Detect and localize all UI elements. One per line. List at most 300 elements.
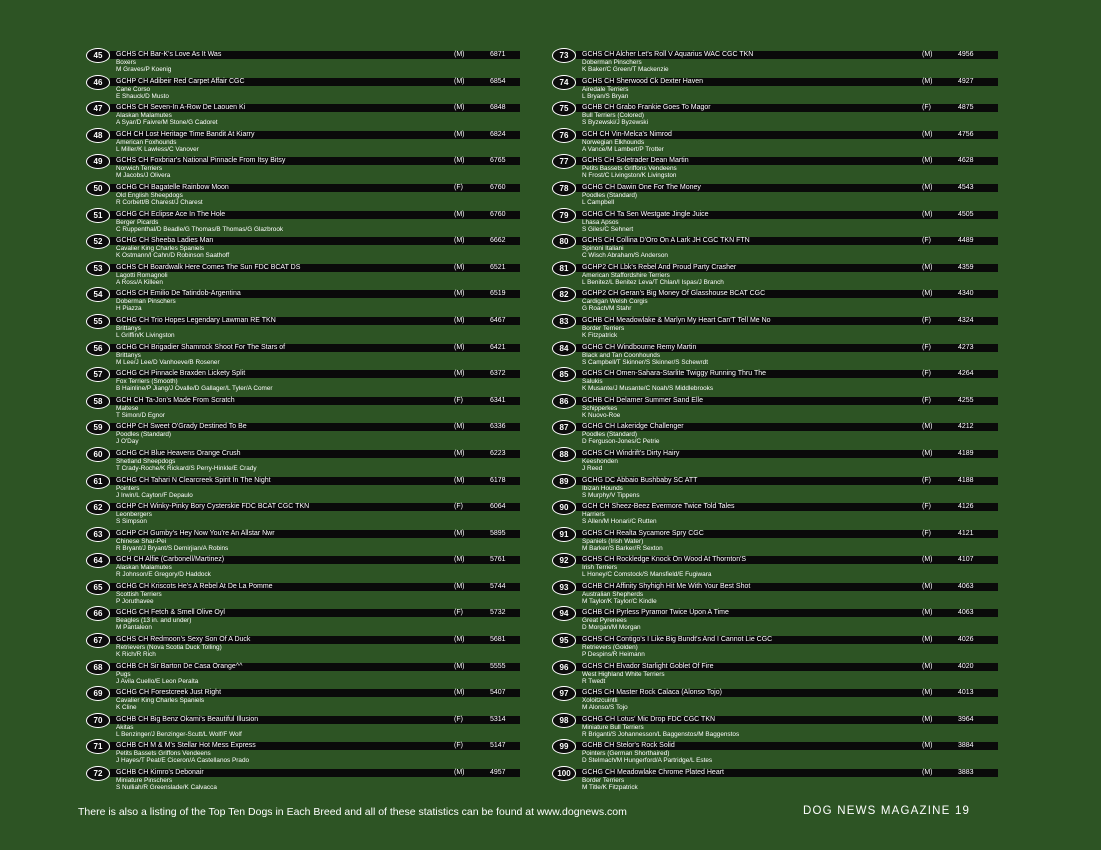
dog-title: GCHS CH Sherwood Ck Dexter Haven (582, 77, 703, 85)
dog-breed: American Staffordshire Terriers (582, 271, 670, 279)
ranking-entry (552, 394, 998, 421)
dog-breed: Pugs (116, 670, 131, 678)
dog-breed: Keeshonden (582, 457, 618, 465)
dog-sex: (M) (454, 769, 465, 777)
dog-sex: (F) (922, 316, 931, 324)
ranking-entry (552, 420, 998, 447)
rank-badge: 91 (552, 527, 576, 542)
dog-handlers: M Title/K Fitzpatrick (582, 784, 638, 792)
dog-breed: Poodles (Standard) (582, 191, 638, 199)
dog-title: GCHG CH Blue Heavens Orange Crush (116, 449, 241, 457)
rank-badge: 63 (86, 527, 110, 542)
dog-points: 6760 (490, 210, 506, 218)
dog-sex: (M) (454, 290, 465, 298)
ranking-entry (552, 75, 998, 102)
dog-points: 5555 (490, 662, 506, 670)
footer-magazine-page: DOG NEWS MAGAZINE 19 (803, 805, 971, 817)
dog-title: GCHS CH Boardwalk Here Comes The Sun FDC BCAT DS (116, 263, 301, 271)
dog-title: GCHS CH Seven-In A-Row De Laouen Ki (116, 104, 246, 112)
dog-points: 6421 (490, 343, 506, 351)
ranking-entry (86, 527, 520, 554)
dog-handlers: L Benzinger/J Benzinger-Scutt/L Wolf/F Wolf (116, 730, 242, 738)
dog-sex: (F) (922, 237, 931, 245)
dog-handlers: M Jacobs/J Olivera (116, 172, 171, 180)
dog-points: 4107 (958, 556, 974, 564)
dog-points: 4188 (958, 476, 974, 484)
dog-title: GCHB CH Kimro's Debonair (116, 769, 204, 777)
rank-badge: 96 (552, 660, 576, 675)
dog-points: 4063 (958, 582, 974, 590)
dog-points: 4927 (958, 77, 974, 85)
dog-handlers: L Griffin/K Livingston (116, 331, 175, 339)
ranking-entry (86, 128, 520, 155)
dog-points: 4026 (958, 636, 974, 644)
dog-sex: (M) (922, 689, 933, 697)
dog-title: GCHG CH Pinnacle Braxden Lickety Split (116, 370, 246, 378)
dog-title: GCHS CH Bar-K's Love As It Was (116, 51, 222, 58)
dog-points: 5732 (490, 609, 506, 617)
dog-handlers: R Twedt (582, 677, 606, 685)
dog-points: 4543 (958, 183, 974, 191)
dog-handlers: B Hainline/P Jiang/J Ovalle/D Gallager/L Tyler/A Comer (116, 385, 273, 393)
dog-breed: Lagotti Romagnoli (116, 271, 168, 279)
dog-breed: Cardigan Welsh Corgis (582, 298, 648, 306)
rank-badge: 99 (552, 739, 576, 754)
dog-breed: Doberman Pinschers (582, 59, 642, 66)
dog-handlers: C Wisch Abraham/S Anderson (582, 252, 668, 260)
dog-breed: Lhasa Apsos (582, 218, 619, 226)
dog-handlers: J O'Day (116, 438, 139, 446)
dog-breed: Brittanys (116, 351, 141, 359)
rank-badge: 61 (86, 474, 110, 489)
ranking-entry (86, 101, 520, 128)
dog-handlers: L Miller/K Lawless/C Vanover (116, 145, 199, 153)
dog-sex: (F) (922, 396, 931, 404)
dog-points: 4628 (958, 157, 974, 165)
dog-points: 5681 (490, 636, 506, 644)
ranking-entry (86, 553, 520, 580)
dog-breed: Pointers (116, 484, 140, 492)
dog-breed: Fox Terriers (Smooth) (116, 378, 178, 386)
rank-badge: 72 (86, 766, 110, 781)
dog-title: GCHG CH Lakeridge Challenger (582, 423, 684, 431)
dog-handlers: S Giles/C Sehnert (582, 225, 634, 233)
dog-points: 6467 (490, 316, 506, 324)
ranking-entry (86, 234, 520, 261)
dog-handlers: J Reed (582, 464, 603, 472)
rank-badge: 64 (86, 553, 110, 568)
dog-handlers: D Ferguson-Jones/C Petrie (582, 438, 660, 446)
dog-breed: Irish Terriers (582, 564, 618, 572)
dog-title: GCHG CH Forestcreek Just Right (116, 689, 222, 697)
ranking-entry (86, 500, 520, 527)
dog-breed: Pointers (German Shorthaired) (582, 750, 670, 758)
dog-sex: (F) (454, 503, 463, 511)
dog-title: GCHS CH Rockledge Knock On Wood At Thornton'S (582, 556, 747, 564)
ranking-entry (86, 580, 520, 607)
ranking-entry (552, 553, 998, 580)
dog-sex: (M) (454, 662, 465, 670)
ranking-entry (86, 367, 520, 394)
dog-handlers: K Ostmann/I Cahn/D Robinson Saathoff (116, 252, 230, 260)
dog-title: GCHG CH Kriscots He's A Rebel At De La Pomme (116, 582, 273, 590)
dog-sex: (M) (922, 582, 933, 590)
ranking-entry (86, 394, 520, 421)
dog-breed: Xoloitzcuintli (582, 697, 618, 705)
dog-breed: Border Terriers (582, 777, 625, 785)
rank-badge: 78 (552, 181, 576, 196)
dog-title: GCHP CH Gumby's Hey Now You're An Allstar Nwr (116, 529, 275, 537)
rank-badge: 85 (552, 367, 576, 382)
dog-breed: Boxers (116, 59, 136, 66)
dog-points: 4756 (958, 130, 974, 138)
dog-title: GCHB CH Grabo Frankie Goes To Magor (582, 104, 711, 112)
ranking-entry (86, 713, 520, 740)
dog-breed: Harriers (582, 511, 605, 519)
dog-handlers: N Frost/C Livingston/K Livingston (582, 172, 677, 180)
rank-badge: 87 (552, 420, 576, 435)
rank-badge: 79 (552, 208, 576, 223)
dog-handlers: G Roach/M Stahr (582, 305, 632, 313)
ranking-entry (86, 314, 520, 341)
dog-breed: Salukis (582, 378, 603, 386)
rank-badge: 49 (86, 154, 110, 169)
dog-sex: (F) (922, 370, 931, 378)
ranking-entry (86, 287, 520, 314)
rank-badge: 51 (86, 208, 110, 223)
dog-handlers: K Rich/R Rich (116, 651, 156, 659)
dog-handlers: R Bryant/J Bryant/S Demirjian/A Robins (116, 544, 229, 552)
rank-badge: 58 (86, 394, 110, 409)
ranking-entry (86, 447, 520, 474)
rank-badge: 94 (552, 606, 576, 621)
rank-badge: 48 (86, 128, 110, 143)
rank-badge: 60 (86, 447, 110, 462)
dog-points: 6372 (490, 370, 506, 378)
ranking-entry (552, 367, 998, 394)
rank-badge: 100 (552, 766, 576, 781)
rank-badge: 75 (552, 101, 576, 116)
rank-badge: 70 (86, 713, 110, 728)
dog-points: 6871 (490, 51, 506, 58)
dog-sex: (M) (454, 582, 465, 590)
rank-badge: 57 (86, 367, 110, 382)
dog-title: GCHB CH Meadowlake & Marlyn My Heart Can'T Tell Me No (582, 316, 771, 324)
dog-handlers: S Murphy/V Tippens (582, 491, 640, 499)
rank-badge: 82 (552, 287, 576, 302)
dog-title: GCHS CH Master Rock Calaca (Alonso Tojo) (582, 689, 722, 697)
dog-points: 6064 (490, 503, 506, 511)
dog-points: 5895 (490, 529, 506, 537)
ranking-entry (552, 633, 998, 660)
rankings-column-left (86, 48, 520, 793)
rank-badge: 59 (86, 420, 110, 435)
dog-points: 5761 (490, 556, 506, 564)
dog-sex: (F) (922, 104, 931, 112)
dog-title: GCH CH Alfie (Carbonell/Martinez) (116, 556, 225, 564)
dog-sex: (M) (454, 157, 465, 165)
dog-points: 5147 (490, 742, 506, 750)
dog-handlers: M Graves/P Koenig (116, 66, 172, 73)
dog-title: GCHG CH Meadowlake Chrome Plated Heart (582, 769, 724, 777)
dog-sex: (M) (454, 476, 465, 484)
ranking-entry (552, 48, 998, 75)
dog-breed: Petits Bassets Griffons Vendeens (582, 165, 677, 173)
rank-badge: 54 (86, 287, 110, 302)
dog-sex: (M) (454, 636, 465, 644)
rank-badge: 52 (86, 234, 110, 249)
dog-points: 4212 (958, 423, 974, 431)
dog-title: GCHB CH M & M's Stellar Hot Mess Express (116, 742, 256, 750)
dog-handlers: K Musante/J Musante/C Noah/S Middlebrooks (582, 385, 714, 393)
dog-points: 6521 (490, 263, 506, 271)
dog-breed: Alaskan Malamutes (116, 564, 172, 572)
dog-breed: Norwegian Elkhounds (582, 138, 645, 146)
dog-sex: (M) (922, 210, 933, 218)
rank-badge: 77 (552, 154, 576, 169)
dog-sex: (M) (454, 449, 465, 457)
dog-sex: (F) (454, 396, 463, 404)
dog-handlers: E Shauck/D Musto (116, 92, 169, 100)
ranking-entry (552, 580, 998, 607)
dog-breed: Norwich Terriers (116, 165, 163, 173)
dog-sex: (M) (454, 51, 465, 58)
footer-note: There is also a listing of the Top Ten Dogs in Each Breed and all of these statistics can be found at www.dognews.com (78, 806, 627, 818)
ranking-entry (86, 739, 520, 766)
rankings-column-right (552, 48, 998, 793)
dog-title: GCHG CH Eclipse Ace In The Hole (116, 210, 226, 218)
rank-badge: 88 (552, 447, 576, 462)
dog-sex: (M) (922, 51, 933, 58)
dog-breed: Retrievers (Nova Scotia Duck Tolling) (116, 644, 222, 652)
dog-title: GCHP CH Winky-Pinky Bory Cysterskie FDC BCAT CGC TKN (116, 503, 310, 511)
dog-title: GCHP2 CH Lbk's Rebel And Proud Party Crasher (582, 263, 737, 271)
ranking-entry (552, 500, 998, 527)
dog-breed: Border Terriers (582, 324, 625, 332)
dog-title: GCHB CH Sir Barton De Casa Orange^^ (116, 662, 243, 670)
rank-badge: 95 (552, 633, 576, 648)
dog-title: GCHB CH Affinity Shyhigh Hit Me With Your Best Shot (582, 582, 751, 590)
dog-points: 4359 (958, 263, 974, 271)
ranking-entry (552, 287, 998, 314)
dog-breed: Alaskan Malamutes (116, 112, 172, 120)
dog-sex: (M) (922, 715, 933, 723)
dog-title: GCHS CH Realta Sycamore Spry CGC (582, 529, 704, 537)
dog-points: 3884 (958, 742, 974, 750)
dog-handlers: T Crady-Roche/K Rickard/S Perry-Hinkle/E Crady (116, 464, 257, 472)
ranking-entry (552, 128, 998, 155)
dog-title: GCHG CH Bagatelle Rainbow Moon (116, 183, 229, 191)
dog-handlers: S Campbell/T Skinner/S Skinner/S Schewrdt (582, 358, 708, 366)
dog-points: 4020 (958, 662, 974, 670)
dog-points: 6341 (490, 396, 506, 404)
ranking-entry (552, 739, 998, 766)
ranking-entry (552, 766, 998, 793)
dog-points: 4489 (958, 237, 974, 245)
dog-points: 4273 (958, 343, 974, 351)
dog-title: GCHB CH Delamer Summer Sand Elle (582, 396, 703, 404)
dog-handlers: L Benitez/L Benitez Leva/T Chlan/I Ispas/J Branch (582, 278, 724, 286)
dog-sex: (M) (922, 609, 933, 617)
ranking-entry (86, 686, 520, 713)
rank-badge: 69 (86, 686, 110, 701)
dog-points: 6662 (490, 237, 506, 245)
dog-handlers: S Allen/M Honari/C Rutten (582, 518, 657, 526)
rank-badge: 46 (86, 75, 110, 90)
dog-sex: (M) (922, 157, 933, 165)
rank-badge: 74 (552, 75, 576, 90)
dog-breed: Doberman Pinschers (116, 298, 176, 306)
dog-breed: Bull Terriers (Colored) (582, 112, 645, 120)
dog-handlers: M Taylor/K Taylor/C Kindle (582, 597, 657, 605)
dog-breed: Scottish Terriers (116, 590, 162, 598)
dog-title: GCHG CH Dawin One For The Money (582, 183, 701, 191)
dog-title: GCHS CH Windrift's Dirty Hairy (582, 449, 680, 457)
dog-breed: Ibizan Hounds (582, 484, 623, 492)
dog-sex: (M) (454, 263, 465, 271)
ranking-entry (552, 181, 998, 208)
dog-handlers: J Irwin/L Cayton/F Depaulo (116, 491, 193, 499)
dog-handlers: M Pantaleon (116, 624, 152, 632)
ranking-entry (86, 341, 520, 368)
dog-sex: (M) (922, 183, 933, 191)
dog-handlers: C Ruppenthal/D Beadle/G Thomas/B Thomas/G Glazbrook (116, 225, 284, 233)
dog-sex: (F) (454, 183, 463, 191)
rank-badge: 55 (86, 314, 110, 329)
dog-breed: Cavalier King Charles Spaniels (116, 245, 205, 253)
dog-points: 3883 (958, 769, 974, 777)
dog-handlers: D Morgan/M Morgan (582, 624, 641, 632)
dog-points: 6519 (490, 290, 506, 298)
dog-breed: Beagles (13 in. and under) (116, 617, 192, 625)
dog-breed: Brittanys (116, 324, 141, 332)
rank-badge: 66 (86, 606, 110, 621)
dog-sex: (F) (922, 503, 931, 511)
rank-badge: 71 (86, 739, 110, 754)
dog-handlers: J Hayes/T Peat/E Ciceron/A Castellanos Prado (116, 757, 250, 765)
dog-sex: (M) (454, 343, 465, 351)
dog-sex: (M) (922, 290, 933, 298)
rank-badge: 47 (86, 101, 110, 116)
dog-sex: (F) (922, 476, 931, 484)
dog-handlers: H Piazza (116, 305, 142, 313)
dog-points: 4189 (958, 449, 974, 457)
dog-title: GCHS CH Contigo's I Like Big Bundt's And I Cannot Lie CGC (582, 636, 773, 644)
dog-breed: Maltese (116, 404, 139, 412)
ranking-entry (552, 234, 998, 261)
dog-sex: (F) (454, 742, 463, 750)
dog-title: GCH CH Sheez-Beez Evermore Twice Told Tales (582, 503, 735, 511)
ranking-entry (86, 633, 520, 660)
dog-breed: American Foxhounds (116, 138, 177, 146)
dog-points: 4340 (958, 290, 974, 298)
dog-points: 4956 (958, 51, 974, 58)
dog-breed: Great Pyrenees (582, 617, 627, 625)
dog-title: GCHS CH Emilio De Tatindob-Argentina (116, 290, 241, 298)
dog-breed: Berger Picards (116, 218, 159, 226)
dog-handlers: P Despins/R Heimann (582, 651, 645, 659)
dog-title: GCHG CH Ta Sen Westgate Jingle Juice (582, 210, 709, 218)
dog-breed: West Highland White Terriers (582, 670, 665, 678)
dog-points: 4505 (958, 210, 974, 218)
rank-badge: 83 (552, 314, 576, 329)
dog-breed: Poodles (Standard) (582, 431, 638, 439)
dog-sex: (M) (922, 742, 933, 750)
dog-title: GCHG CH Brigadier Shamrock Shoot For The Stars of (116, 343, 286, 351)
rank-badge: 53 (86, 261, 110, 276)
dog-sex: (M) (454, 77, 465, 85)
dog-sex: (M) (922, 662, 933, 670)
rank-badge: 67 (86, 633, 110, 648)
rank-badge: 93 (552, 580, 576, 595)
ranking-entry (86, 208, 520, 235)
ranking-entry (86, 75, 520, 102)
dog-title: GCHB CH Pyrless Pyramor Twice Upon A Time (582, 609, 729, 617)
ranking-entry (552, 447, 998, 474)
ranking-entry (86, 766, 520, 793)
dog-handlers: S Simpson (116, 518, 147, 526)
ranking-entry (86, 261, 520, 288)
dog-sex: (M) (454, 423, 465, 431)
ranking-entry (552, 474, 998, 501)
dog-sex: (M) (922, 769, 933, 777)
rank-badge: 62 (86, 500, 110, 515)
dog-title: GCH CH Lost Heritage Time Bandit At Kiarry (116, 130, 255, 138)
dog-handlers: J Avila Cuello/E Leon Peralta (116, 677, 199, 685)
dog-sex: (M) (922, 636, 933, 644)
ranking-entry (86, 181, 520, 208)
dog-points: 4063 (958, 609, 974, 617)
dog-handlers: M Barker/S Barker/R Sexton (582, 544, 663, 552)
rank-badge: 80 (552, 234, 576, 249)
dog-handlers: A Syar/D Faivre/M Stone/G Cadoret (116, 119, 218, 127)
ranking-entry (86, 48, 520, 75)
dog-breed: Miniature Bull Terriers (582, 723, 644, 731)
dog-breed: Spaniels (Irish Water) (582, 537, 644, 545)
dog-sex: (M) (922, 130, 933, 138)
rank-badge: 81 (552, 261, 576, 276)
dog-handlers: M Alonso/S Tojo (582, 704, 628, 712)
dog-title: GCHG CH Sheeba Ladies Man (116, 237, 214, 245)
dog-handlers: A Vance/M Lambert/P Trotter (582, 145, 664, 153)
rank-badge: 92 (552, 553, 576, 568)
dog-title: GCHS CH Elvador Starlight Goblet Of Fire (582, 662, 714, 670)
rank-badge: 90 (552, 500, 576, 515)
dog-breed: Poodles (Standard) (116, 431, 172, 439)
ranking-entry (552, 341, 998, 368)
dog-handlers: R Johnson/E Gregory/D Haddock (116, 571, 211, 579)
dog-sex: (M) (454, 130, 465, 138)
dog-points: 4264 (958, 370, 974, 378)
dog-points: 6854 (490, 77, 506, 85)
dog-points: 4013 (958, 689, 974, 697)
dog-handlers: K Nuovo-Roe (582, 411, 621, 419)
dog-sex: (F) (922, 529, 931, 537)
rank-badge: 45 (86, 48, 110, 63)
ranking-entry (86, 420, 520, 447)
dog-handlers: S Byzewski/J Byzewski (582, 119, 649, 127)
ranking-entry (86, 660, 520, 687)
dog-breed: Australian Shepherds (582, 590, 644, 598)
dog-breed: Miniature Pinschers (116, 777, 173, 785)
rank-badge: 65 (86, 580, 110, 595)
dog-breed: Cane Corso (116, 85, 151, 93)
dog-points: 6760 (490, 183, 506, 191)
dog-breed: Chinese Shar-Pei (116, 537, 167, 545)
dog-sex: (M) (454, 556, 465, 564)
ranking-entry (552, 686, 998, 713)
dog-sex: (M) (454, 237, 465, 245)
